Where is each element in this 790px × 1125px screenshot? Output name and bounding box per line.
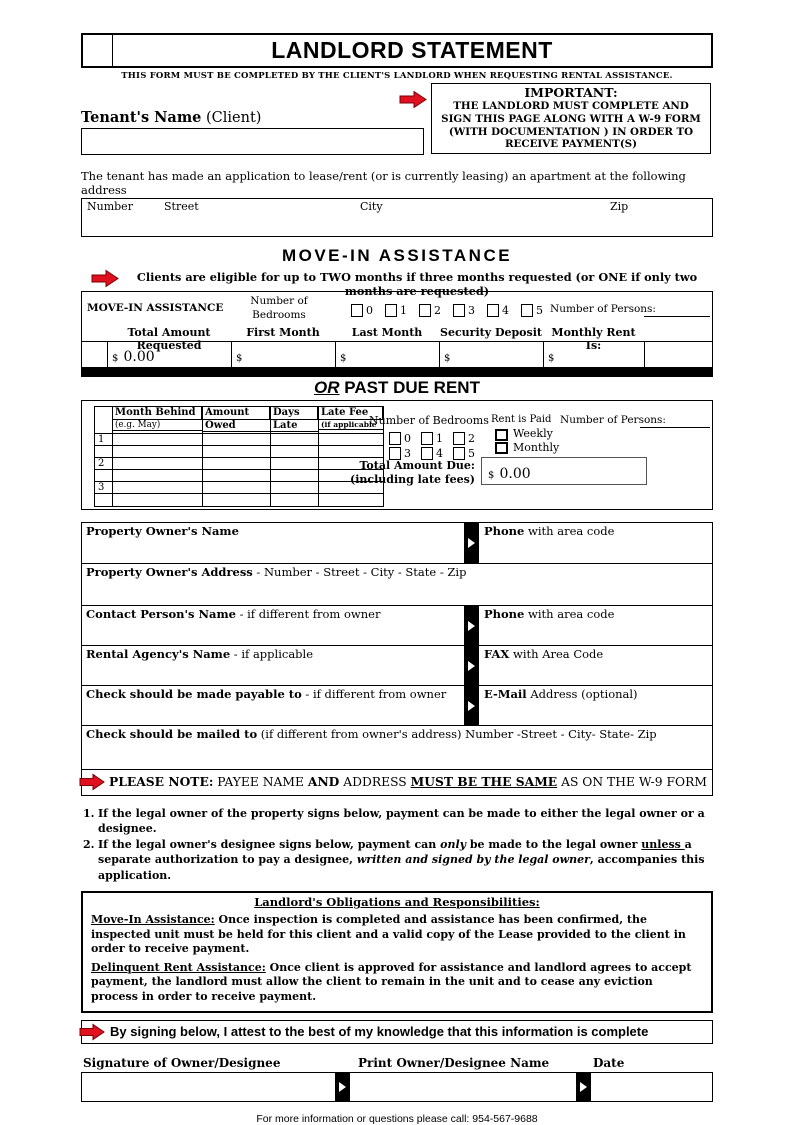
move-in-row-label: MOVE-IN ASSISTANCE (87, 302, 224, 314)
footer-contact: For more information or questions please call: 954-567-9688 (256, 1112, 538, 1125)
total-amount-requested-field[interactable]: $ 0.00 (107, 342, 231, 367)
table-cell[interactable] (319, 434, 383, 446)
bedrooms-5-checkbox[interactable] (521, 304, 533, 317)
rent-paid-monthly-label: Monthly (513, 441, 560, 454)
address-label-number: Number (87, 200, 133, 213)
table-cell[interactable] (113, 482, 203, 494)
table-cell[interactable] (113, 458, 203, 470)
owner-name-field[interactable]: Property Owner's Name (86, 524, 239, 538)
divider-bar (464, 646, 479, 685)
past-due-box: Month Behind (e.g. May) Amount Owed Days Late Late Fee (if applicable 1 2 3 Number of Bedrooms 0 1 2 3 4 5 Rent is Paid Weekly Monthly Number of Persons: Total Amount Due: (including late fees) $ 0.00 (81, 400, 713, 510)
first-month-field[interactable]: $ (231, 342, 335, 367)
eligibility-note: Clients are eligible for up to TWO months if three months requested (or ONE if only two months are requested) (136, 270, 698, 298)
print-name-label: Print Owner/Designee Name (358, 1055, 550, 1070)
attestation-box (81, 1020, 713, 1044)
arrow-right-icon (339, 1082, 346, 1092)
bedrooms-4-checkbox[interactable] (487, 304, 499, 317)
arrow-right-icon (468, 621, 475, 631)
rent-paid-weekly-label: Weekly (513, 427, 553, 440)
bedrooms-0-label: 0 (366, 304, 373, 317)
important-heading: IMPORTANT: (524, 85, 618, 100)
payable-to-field[interactable]: Check should be made payable to - if different from owner (86, 687, 447, 701)
bedrooms-2-checkbox[interactable] (419, 304, 431, 317)
legal-notes: 1. If the legal owner of the property signs below, payment can be made to either the legal owner or a designee. 2. If the legal owner's designee signs below, payment can only be made to the legal owner unless a separate authorization to pay a designee, written and signed by the legal owner, accompanies this application. (81, 806, 713, 883)
table-cell[interactable] (271, 446, 319, 458)
past-due-heading: OR PAST DUE RENT (314, 378, 480, 397)
divider-bar (464, 523, 479, 563)
address-input-box[interactable] (81, 198, 713, 237)
form-subtitle: THIS FORM MUST BE COMPLETED BY THE CLIENT'S LANDLORD WHEN REQUESTING RENTAL ASSISTANCE. (121, 71, 673, 81)
table-cell[interactable] (271, 434, 319, 446)
bedrooms-1-label: 1 (400, 304, 407, 317)
last-month-field[interactable]: $ (335, 342, 439, 367)
obligation-move-in: Move-In Assistance: Once inspection is completed and assistance has been confirmed, the inspected unit must be held for this client and a valid copy of the Lease provided to the client in order to receive payment. (91, 912, 686, 956)
please-note-text: PLEASE NOTE: PAYEE NAME AND ADDRESS MUST BE THE SAME AS ON THE W-9 FORM (109, 774, 707, 789)
divider-bar (335, 1073, 350, 1101)
print-name-field[interactable] (350, 1073, 576, 1101)
table-cell[interactable] (113, 470, 203, 482)
arrow-right-icon (468, 661, 475, 671)
col-first-month: First Month (246, 326, 320, 339)
date-field[interactable] (591, 1073, 712, 1101)
bedrooms-3-checkbox[interactable] (453, 304, 465, 317)
divider-bar (464, 606, 479, 645)
page-title: LANDLORD STATEMENT (271, 37, 553, 63)
col-last-month: Last Month (351, 326, 423, 339)
tenant-name-label-bold: Tenant's Name (81, 109, 202, 126)
address-label-city: City (360, 200, 383, 213)
table-cell[interactable] (271, 494, 319, 506)
bedrooms-4-label: 4 (502, 304, 509, 317)
signature-label: Signature of Owner/Designee (83, 1055, 281, 1070)
table-cell[interactable] (271, 458, 319, 470)
col-security-deposit: Security Deposit (440, 326, 542, 339)
red-arrow-icon (91, 269, 119, 292)
rent-paid-label: Rent is Paid (491, 414, 552, 425)
table-cell[interactable] (203, 434, 271, 446)
bedrooms-2-label: 2 (434, 304, 441, 317)
fax-field[interactable]: FAX with Area Code (484, 647, 604, 661)
owner-address-field[interactable]: Property Owner's Address - Number - Street - City - State - Zip (86, 565, 467, 579)
move-in-box (81, 291, 713, 368)
arrow-right-icon (468, 538, 475, 548)
row-number: 3 (95, 482, 113, 494)
persons-label: Number of Persons: (550, 303, 656, 315)
note-item-2: If the legal owner's designee signs below, payment can only be made to the legal owner unless a separate authorization to pay a designee, written and signed by the legal owner, accompanies this application. (98, 837, 705, 882)
arrow-right-icon (468, 701, 475, 711)
total-due-field[interactable]: $ 0.00 (481, 457, 647, 485)
row-number: 2 (95, 458, 113, 470)
owner-section-box (81, 522, 713, 796)
attestation-text: By signing below, I attest to the best of my knowledge that this information is complete (110, 1023, 649, 1039)
table-cell[interactable] (271, 482, 319, 494)
past-due-table: Month Behind (e.g. May) Amount Owed Days Late Late Fee (if applicable 1 2 3 (94, 406, 384, 507)
mailed-to-field[interactable]: Check should be mailed to (if different from owner's address) Number -Street - City- State- Zip (86, 727, 657, 741)
rental-agency-field[interactable]: Rental Agency's Name - if applicable (86, 647, 314, 661)
table-cell[interactable] (203, 482, 271, 494)
table-cell[interactable] (271, 470, 319, 482)
red-arrow-icon (399, 90, 427, 113)
section-divider-bar (81, 368, 713, 377)
move-in-heading: MOVE-IN ASSISTANCE (281, 246, 513, 265)
important-body: THE LANDLORD MUST COMPLETE AND SIGN THIS PAGE ALONG WITH A W-9 FORM (WITH DOCUMENTATION ) IN ORDER TO RECEIVE PAYMENT(S) (441, 100, 701, 151)
address-label-zip: Zip (610, 200, 629, 213)
date-label: Date (593, 1055, 625, 1070)
table-cell[interactable] (113, 446, 203, 458)
important-notice-box (431, 83, 711, 154)
application-intro: The tenant has made an application to lease/rent (or is currently leasing) an apartment at the following address (81, 169, 686, 197)
bedrooms-0-checkbox[interactable] (351, 304, 363, 317)
signature-box (81, 1072, 713, 1102)
table-cell[interactable] (203, 458, 271, 470)
tenant-name-label-suffix: (Client) (201, 110, 262, 126)
monthly-rent-field[interactable]: $ (543, 342, 644, 367)
obligations-title: Landlord's Obligations and Responsibilities: (254, 894, 540, 909)
tenant-name-label (81, 109, 261, 126)
please-note-row (82, 769, 712, 795)
obligation-delinquent-rent: Delinquent Rent Assistance: Once client is approved for assistance and landlord agrees to accept payment, the landlord must allow the client to remain in the unit and to cease any eviction process in order to receive payment. (91, 960, 692, 1004)
form-page (81, 0, 713, 1125)
address-label-street: Street (164, 200, 199, 213)
contact-name-field[interactable]: Contact Person's Name - if different from owner (86, 607, 381, 621)
owner-phone-field[interactable]: Phone with area code (484, 524, 615, 538)
table-cell[interactable] (319, 494, 383, 506)
bedrooms-1-checkbox[interactable] (385, 304, 397, 317)
security-deposit-field[interactable]: $ (439, 342, 543, 367)
persons-label: Number of Persons: (560, 414, 666, 426)
col-monthly-rent: Monthly Rent Is: (551, 326, 636, 352)
total-due-label: Total Amount Due: (including late fees) (350, 459, 475, 487)
arrow-right-icon (580, 1082, 587, 1092)
red-arrow-icon (79, 1023, 105, 1045)
table-cell[interactable] (203, 446, 271, 458)
table-cell[interactable] (203, 470, 271, 482)
bedrooms-label: Number of Bedrooms (250, 295, 308, 322)
bedrooms-label: Number of Bedrooms (369, 414, 489, 427)
table-cell[interactable] (319, 446, 383, 458)
row-number: 1 (95, 434, 113, 446)
bedrooms-3-label: 3 (468, 304, 475, 317)
obligations-box (81, 891, 713, 1013)
contact-phone-field[interactable]: Phone with area code (484, 607, 615, 621)
table-cell[interactable] (113, 434, 203, 446)
table-cell[interactable] (203, 494, 271, 506)
header-corner-cell (83, 35, 113, 66)
divider-bar (464, 686, 479, 725)
tenant-name-input[interactable] (81, 128, 424, 155)
note-item-1: If the legal owner of the property signs below, payment can be made to either the legal owner or a designee. (98, 807, 705, 836)
persons-input-line[interactable] (640, 427, 710, 428)
col-total-amount-requested: Total Amount Requested (127, 326, 211, 352)
rent-paid-monthly-checkbox[interactable] (495, 442, 508, 454)
persons-input-line[interactable] (644, 316, 710, 317)
red-arrow-icon (79, 773, 105, 795)
signature-field[interactable] (82, 1073, 335, 1101)
bedrooms-5-label: 5 (536, 304, 543, 317)
divider-bar (576, 1073, 591, 1101)
header-box (81, 33, 713, 68)
email-field[interactable]: E-Mail Address (optional) (484, 687, 638, 701)
table-cell[interactable] (113, 494, 203, 506)
